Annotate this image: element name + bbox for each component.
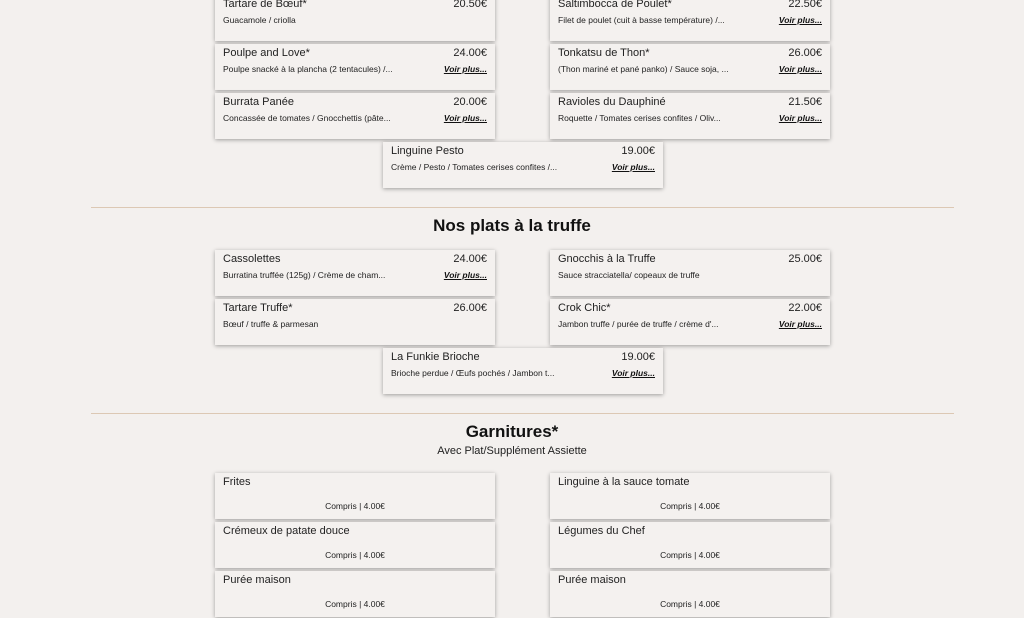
item-description: Bœuf / truffe & parmesan	[223, 319, 319, 329]
item-name: Purée maison	[558, 574, 626, 586]
menu-item-card[interactable]	[550, 0, 830, 41]
item-description: Poulpe snacké à la plancha (2 tentacules) /...	[223, 64, 393, 74]
item-description: Guacamole / criolla	[223, 15, 296, 25]
section-title: Nos plats à la truffe	[433, 216, 591, 235]
see-more-link[interactable]: Voir plus...	[778, 15, 822, 25]
garnish-card[interactable]	[215, 571, 495, 617]
item-name: Linguine à la sauce tomate	[558, 476, 690, 488]
item-description: Filet de poulet (cuit à basse température) /...	[558, 15, 725, 25]
item-description: Burratina truffée (125g) / Crème de cham...	[223, 270, 386, 280]
item-price: 26.00€	[788, 47, 822, 59]
menu-item-card[interactable]	[215, 93, 495, 139]
item-name: Frites	[223, 476, 251, 488]
item-description: Brioche perdue / Œufs pochés / Jambon t...	[391, 368, 555, 378]
menu-item-card[interactable]	[550, 299, 830, 345]
item-price-info: Compris | 4.00€	[325, 550, 385, 560]
item-description: Sauce stracciatella/ copeaux de truffe	[558, 270, 700, 280]
see-more-link[interactable]: Voir plus...	[443, 270, 487, 280]
menu-item-card[interactable]	[550, 93, 830, 139]
garnish-card[interactable]	[215, 473, 495, 519]
item-price-info: Compris | 4.00€	[660, 599, 720, 609]
item-price: 22.00€	[788, 302, 822, 314]
item-price: 19.00€	[621, 145, 655, 157]
item-description: Jambon truffe / purée de truffe / crème d'...	[558, 319, 719, 329]
item-description: Concassée de tomates / Gnocchettis (pâte...	[223, 113, 391, 123]
menu-item-card[interactable]	[383, 348, 663, 394]
menu-item-card[interactable]	[550, 44, 830, 90]
see-more-link[interactable]: Voir plus...	[443, 113, 487, 123]
menu-item-card[interactable]	[215, 299, 495, 345]
item-price-info: Compris | 4.00€	[660, 550, 720, 560]
section-subtitle: Avec Plat/Supplément Assiette	[437, 445, 587, 457]
item-name: Crémeux de patate douce	[223, 525, 350, 537]
section-title: Garnitures*	[465, 422, 559, 441]
see-more-link[interactable]: Voir plus...	[443, 64, 487, 74]
item-name: Poulpe and Love*	[223, 47, 310, 59]
see-more-link[interactable]: Voir plus...	[778, 319, 822, 329]
menu-item-card[interactable]	[215, 250, 495, 296]
garnish-card[interactable]	[215, 522, 495, 568]
menu-item-card[interactable]	[215, 44, 495, 90]
item-description: (Thon mariné et pané panko) / Sauce soja, ...	[558, 64, 729, 74]
item-price: 22.50€	[788, 0, 822, 10]
item-price: 24.00€	[453, 47, 487, 59]
item-name: Tartare de Bœuf*	[223, 0, 307, 10]
item-price-info: Compris | 4.00€	[325, 599, 385, 609]
item-price: 19.00€	[621, 351, 655, 363]
item-name: Linguine Pesto	[391, 145, 464, 157]
item-name: Ravioles du Dauphiné	[558, 96, 666, 108]
item-name: Gnocchis à la Truffe	[558, 253, 656, 265]
item-price: 26.00€	[453, 302, 487, 314]
item-name: Tonkatsu de Thon*	[558, 47, 650, 59]
see-more-link[interactable]: Voir plus...	[611, 162, 655, 172]
see-more-link[interactable]: Voir plus...	[611, 368, 655, 378]
item-name: Crok Chic*	[558, 302, 611, 314]
item-price: 24.00€	[453, 253, 487, 265]
item-price-info: Compris | 4.00€	[660, 501, 720, 511]
item-name: Tartare Truffe*	[223, 302, 293, 314]
item-name: Cassolettes	[223, 253, 281, 265]
see-more-link[interactable]: Voir plus...	[778, 64, 822, 74]
item-price: 21.50€	[788, 96, 822, 108]
item-price: 20.00€	[453, 96, 487, 108]
menu-item-card[interactable]	[215, 0, 495, 41]
garnish-card[interactable]	[550, 571, 830, 617]
item-name: Légumes du Chef	[558, 525, 645, 537]
item-price-info: Compris | 4.00€	[325, 501, 385, 511]
garnish-card[interactable]	[550, 473, 830, 519]
item-name: La Funkie Brioche	[391, 351, 480, 363]
item-price: 25.00€	[788, 253, 822, 265]
item-name: Saltimbocca de Poulet*	[558, 0, 672, 10]
item-name: Burrata Panée	[223, 96, 294, 108]
item-description: Crème / Pesto / Tomates cerises confites /...	[391, 162, 558, 172]
item-name: Purée maison	[223, 574, 291, 586]
menu-item-card[interactable]	[550, 250, 830, 296]
see-more-link[interactable]: Voir plus...	[778, 113, 822, 123]
section-divider	[91, 207, 954, 208]
section-divider	[91, 413, 954, 414]
garnish-card[interactable]	[550, 522, 830, 568]
item-price: 20.50€	[453, 0, 487, 10]
item-description: Roquette / Tomates cerises confites / Oliv...	[558, 113, 721, 123]
menu-item-card[interactable]	[383, 142, 663, 188]
